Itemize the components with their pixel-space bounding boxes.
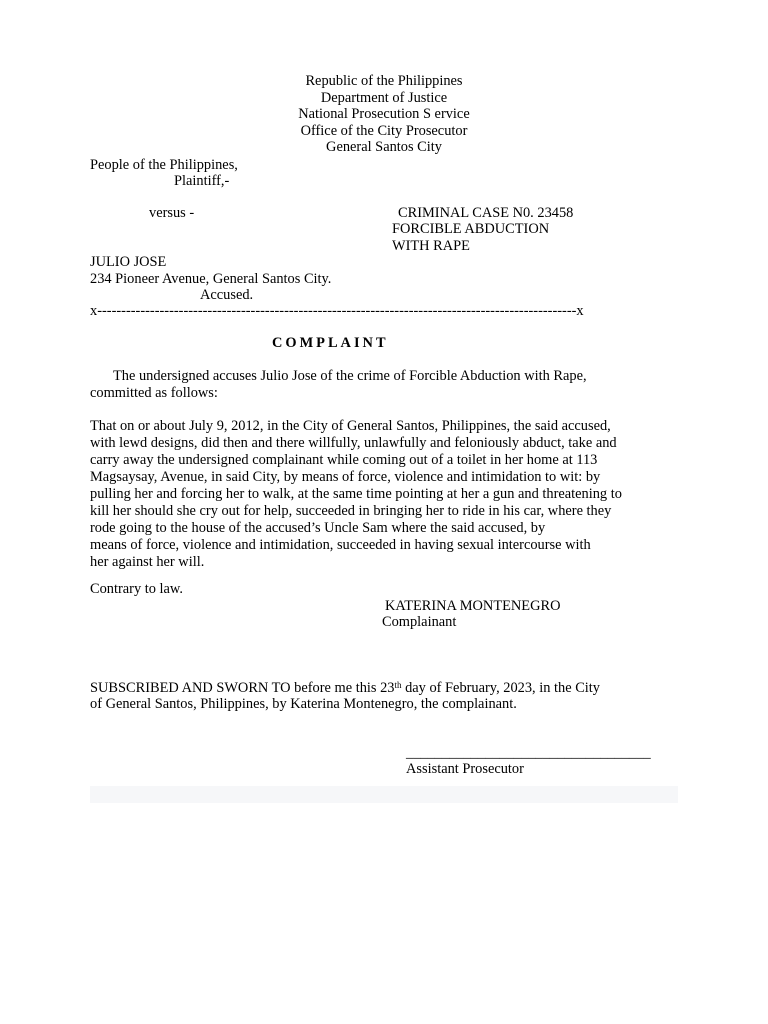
header-service: National Prosecution S ervice — [298, 106, 470, 122]
document-title: COMPLAINT — [272, 335, 389, 351]
jurat-prefix: SUBSCRIBED AND SWORN TO before me this 23 — [90, 680, 395, 696]
body-line: carry away the undersigned complainant while coming out of a toilet in her home at 113 — [90, 452, 598, 468]
accused-address: 234 Pioneer Avenue, General Santos City. — [90, 271, 332, 287]
jurat-superscript: th — [394, 680, 402, 690]
intro-line-2: committed as follows: — [90, 385, 218, 401]
header-city: General Santos City — [326, 139, 442, 155]
versus-label: versus - — [149, 205, 195, 221]
case-number: CRIMINAL CASE N0. 23458 — [398, 205, 574, 221]
crime-line-2: WITH RAPE — [392, 238, 470, 254]
accused-role: Accused. — [200, 287, 254, 303]
signature-line: __________________________________ — [406, 745, 651, 761]
body-line: her against her will. — [90, 554, 205, 570]
body-line: rode going to the house of the accused’s Uncle Sam where the said accused, by — [90, 520, 546, 536]
body-line: kill her should she cry out for help, succeeded in bringing her to ride in his car, where they — [90, 503, 612, 519]
body-line: That on or about July 9, 2012, in the City of General Santos, Philippines, the said accused, — [90, 418, 611, 434]
caption-separator: x----------------------------------------------------------------------------------------------------x — [90, 303, 584, 319]
body-line: Magsaysay, Avenue, in said City, by means of force, violence and intimidation to wit: by — [90, 469, 601, 485]
complaint-body — [90, 418, 680, 571]
header-office: Office of the City Prosecutor — [300, 123, 468, 139]
complainant-role: Complainant — [382, 614, 457, 630]
header-department: Department of Justice — [320, 90, 448, 106]
footer-band — [90, 786, 678, 803]
prosecutor-title: Assistant Prosecutor — [406, 761, 524, 777]
plaintiff-name: People of the Philippines, — [90, 157, 238, 173]
jurat-line-1 — [90, 680, 600, 697]
complainant-name: KATERINA MONTENEGRO — [385, 598, 561, 614]
crime-line-1: FORCIBLE ABDUCTION — [392, 221, 550, 237]
body-line: pulling her and forcing her to walk, at the same time pointing at her a gun and threatening to — [90, 486, 622, 502]
body-line: with lewd designs, did then and there willfully, unlawfully and feloniously abduct, take and — [90, 435, 617, 451]
body-line: means of force, violence and intimidation, succeeded in having sexual intercourse with — [90, 537, 591, 553]
jurat-suffix: day of February, 2023, in the City — [401, 680, 601, 696]
contrary-to-law: Contrary to law. — [90, 581, 183, 597]
jurat-line-2: of General Santos, Philippines, by Katerina Montenegro, the complainant. — [90, 696, 517, 712]
accused-name: JULIO JOSE — [90, 254, 167, 270]
plaintiff-role: Plaintiff,- — [174, 173, 230, 189]
header-republic: Republic of the Philippines — [305, 73, 463, 89]
intro-line-1: The undersigned accuses Julio Jose of the crime of Forcible Abduction with Rape, — [113, 368, 587, 384]
